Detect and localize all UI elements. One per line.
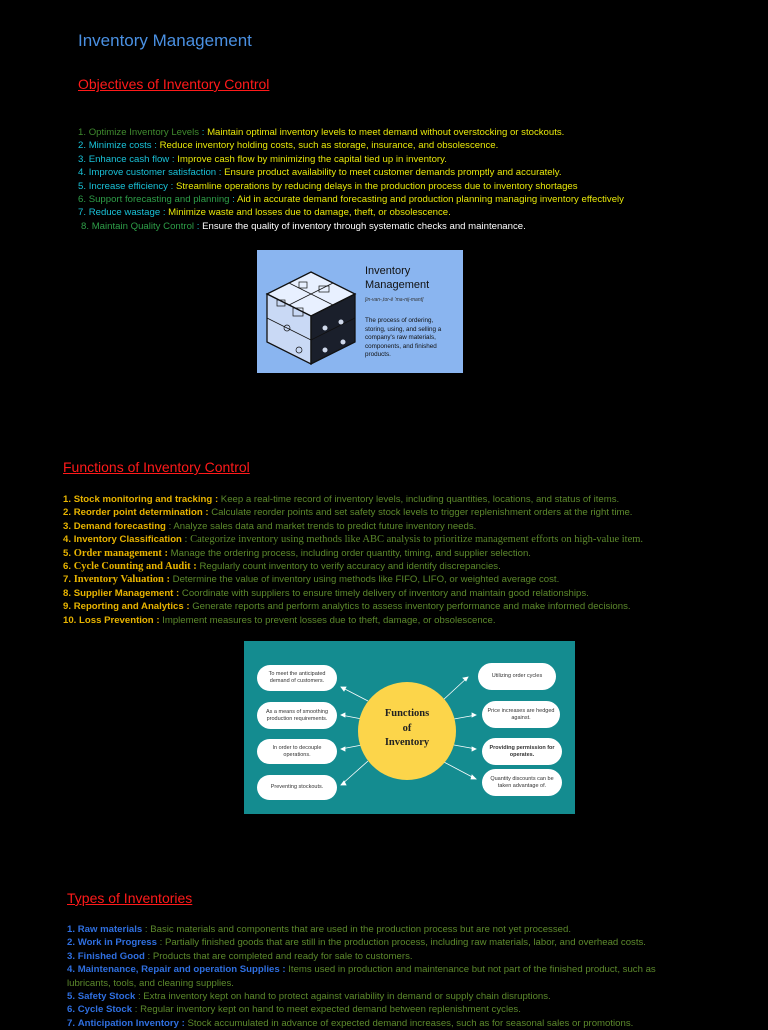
- function-desc: Implement measures to prevent losses due to theft, damage, or obsolescence.: [159, 614, 496, 626]
- right-node-1: Utilizing order cycles: [478, 663, 556, 690]
- objective-term: Optimize Inventory Levels: [88, 127, 200, 138]
- objective-item: [78, 139, 624, 152]
- center-line-1: Functions: [384, 708, 430, 719]
- definition-line: products.: [365, 351, 391, 359]
- type-item: [67, 963, 656, 976]
- type-number: 1.: [67, 924, 76, 935]
- type-desc: : Products that are completed and ready for sale to customers.: [144, 950, 413, 962]
- function-item: [63, 587, 643, 600]
- objective-desc: Streamline operations by reducing delays in the production process due to inventory shortages: [175, 180, 578, 192]
- objective-desc: Aid in accurate demand forecasting and production planning managing inventory effectively: [236, 194, 624, 206]
- type-number: 7.: [67, 1017, 76, 1029]
- function-term: Loss Prevention :: [79, 614, 160, 626]
- page-title: Inventory Management: [78, 31, 252, 50]
- type-number: 4.: [67, 964, 76, 976]
- objective-number: 5.: [78, 180, 87, 192]
- objective-term: Maintain Quality Control: [91, 220, 195, 232]
- definition-line: The process of ordering,: [365, 317, 434, 324]
- center-line-2: of: [402, 722, 412, 734]
- objective-desc: Ensure the quality of inventory through systematic checks and maintenance.: [202, 220, 526, 232]
- objective-separator: :: [151, 140, 160, 152]
- objective-separator: :: [167, 180, 176, 192]
- objective-desc: Maintain optimal inventory levels to meet demand without overstocking or stockouts.: [207, 127, 565, 138]
- type-desc: : Partially finished goods that are still in the production process, including raw materials, labor, and overhead costs.: [156, 937, 646, 949]
- type-number: 5.: [67, 991, 76, 1003]
- type-desc: : Extra inventory kept on hand to protect against variability in demand or supply chain disruptions.: [135, 991, 551, 1003]
- type-number: 6.: [67, 1004, 76, 1016]
- type-term: Work in Progress: [77, 937, 157, 949]
- objective-desc: Minimize waste and losses due to damage, theft, or obsolescence.: [168, 207, 451, 219]
- function-desc: : Categorize inventory using methods like ABC analysis to prioritize management efforts on high-value item.: [181, 534, 644, 546]
- objective-number: 7.: [78, 207, 87, 219]
- function-number: 9.: [63, 601, 72, 613]
- card-title-line1: Inventory: [365, 265, 411, 277]
- objective-desc: Improve cash flow by minimizing the capital tied up in inventory.: [177, 153, 447, 165]
- type-item: [67, 950, 656, 963]
- objective-separator: :: [229, 194, 237, 206]
- function-desc: Generate reports and perform analytics to assess inventory performance and make informed decisions.: [189, 601, 631, 613]
- objective-term: Improve customer satisfaction: [88, 167, 217, 179]
- objective-separator: :: [160, 207, 169, 219]
- functions-of-inventory-diagram: [244, 641, 575, 814]
- function-term: Reorder point determination :: [73, 507, 209, 519]
- left-node-3: In order to decouple operations.: [257, 739, 337, 764]
- type-item: [67, 936, 656, 949]
- function-desc: Calculate reorder points and set safety stock levels to trigger replenishment orders at the right time.: [208, 507, 633, 519]
- types-list: [67, 923, 656, 1030]
- function-item: [63, 614, 643, 627]
- card-title-line2: Management: [365, 279, 430, 291]
- objective-separator: :: [199, 127, 208, 138]
- objective-number: 3.: [78, 153, 87, 165]
- left-node-2: As a means of smoothing production requirements.: [257, 702, 337, 729]
- function-desc: Coordinate with suppliers to ensure timely delivery of inventory and maintain good relationships.: [179, 587, 589, 599]
- function-item: [63, 600, 643, 613]
- function-number: 10.: [63, 614, 77, 626]
- objective-separator: :: [216, 167, 225, 179]
- type-term: Cycle Stock: [77, 1004, 133, 1016]
- objective-number: 1.: [78, 127, 87, 138]
- type-item: [67, 923, 656, 936]
- objective-item: [78, 206, 624, 219]
- definition-line: storing, using, and selling a: [365, 325, 442, 333]
- objective-term: Reduce wastage: [88, 207, 161, 219]
- type-number: 2.: [67, 937, 76, 949]
- left-node-1: To meet the anticipated demand of customers.: [257, 665, 337, 691]
- function-item: [63, 506, 643, 519]
- function-number: 7.: [63, 574, 72, 586]
- function-desc: Determine the value of inventory using methods like FIFO, LIFO, or weighted average cost.: [169, 574, 560, 586]
- objective-number: 8.: [81, 220, 90, 232]
- objective-separator: :: [169, 153, 178, 165]
- types-heading: Types of Inventories: [67, 890, 193, 906]
- objective-item: [78, 180, 624, 193]
- objective-number: 6.: [78, 194, 87, 206]
- objective-desc: Reduce inventory holding costs, such as storage, insurance, and obsolescence.: [159, 140, 499, 152]
- left-node-4: Preventing stockouts.: [257, 775, 337, 800]
- function-number: 1.: [63, 494, 72, 505]
- objectives-heading: Objectives of Inventory Control: [78, 76, 270, 92]
- card-definition: [365, 317, 441, 360]
- function-desc: Keep a real-time record of inventory levels, including quantities, locations, and status of items.: [218, 494, 620, 505]
- type-term: Anticipation Inventory :: [77, 1017, 185, 1029]
- objective-item: [78, 193, 624, 206]
- function-term: Supplier Management :: [73, 587, 180, 599]
- type-desc: : Basic materials and components that are used in the production process but are not yet processed.: [142, 924, 571, 935]
- function-number: 4.: [63, 534, 72, 546]
- type-desc: lubricants, tools, and cleaning supplies.: [67, 977, 234, 989]
- center-line-3: Inventory: [384, 737, 430, 748]
- type-term: Maintenance, Repair and operation Supplies :: [77, 964, 286, 976]
- objective-number: 2.: [78, 140, 87, 152]
- objective-item: [81, 220, 624, 233]
- objective-desc: Ensure product availability to meet customer demands promptly and accurately.: [224, 167, 562, 179]
- definition-line: components, and finished: [365, 342, 437, 350]
- type-term: Safety Stock: [77, 991, 136, 1003]
- card-pronunciation: [in-van-,tor-ē 'ma-nij-mant]: [365, 297, 424, 303]
- objective-term: Support forecasting and planning: [88, 194, 230, 206]
- objectives-list: [78, 126, 624, 233]
- type-item: [67, 1017, 656, 1030]
- function-term: Demand forecasting: [73, 520, 166, 532]
- inventory-management-card: [257, 250, 463, 373]
- diagram-center-label: [358, 707, 456, 751]
- function-desc: Manage the ordering process, including order quantity, timing, and supplier selection.: [167, 547, 531, 559]
- objective-term: Increase efficiency: [88, 180, 168, 192]
- type-desc: Items used in production and maintenance but not part of the finished product, such as: [285, 964, 656, 976]
- function-item: [63, 573, 643, 586]
- right-node-4: Quantity discounts can be taken advantage of.: [482, 769, 562, 796]
- functions-heading: Functions of Inventory Control: [63, 459, 250, 475]
- function-number: 8.: [63, 587, 72, 599]
- function-desc: : Analyze sales data and market trends to predict future inventory needs.: [165, 520, 477, 532]
- function-item: [63, 520, 643, 533]
- function-desc: Regularly count inventory to verify accuracy and identify discrepancies.: [196, 561, 501, 573]
- function-term: Reporting and Analytics :: [73, 601, 190, 613]
- function-item: [63, 560, 643, 573]
- function-number: 2.: [63, 507, 72, 519]
- function-term: Order management :: [73, 547, 168, 559]
- functions-list: [63, 493, 643, 627]
- right-node-2: Price increases are hedged against.: [482, 701, 560, 728]
- card-title: [365, 264, 429, 292]
- objective-number: 4.: [78, 167, 87, 179]
- function-number: 6.: [63, 561, 72, 573]
- objective-term: Enhance cash flow: [88, 153, 170, 165]
- objective-separator: :: [194, 220, 203, 232]
- inventory-cube-illustration-icon: [263, 268, 359, 368]
- definition-line: company's raw materials,: [365, 334, 436, 342]
- type-desc: : Regular inventory kept on hand to meet expected demand between replenishment cycles.: [132, 1004, 521, 1016]
- function-term: Cycle Counting and Audit :: [73, 561, 197, 573]
- objective-term: Minimize costs: [88, 140, 152, 152]
- function-item: [63, 533, 643, 546]
- type-item: [67, 990, 656, 1003]
- objective-item: [78, 126, 624, 139]
- type-desc: Stock accumulated in advance of expected demand increases, such as for seasonal sales or promotions.: [184, 1017, 634, 1029]
- type-term: Finished Good: [77, 950, 145, 962]
- function-item: [63, 493, 643, 506]
- function-term: Inventory Classification: [73, 534, 182, 546]
- type-term: Raw materials: [77, 924, 143, 935]
- function-item: [63, 547, 643, 560]
- objective-item: [78, 153, 624, 166]
- function-term: Inventory Valuation :: [73, 574, 170, 586]
- function-number: 3.: [63, 520, 72, 532]
- type-item: [67, 1003, 656, 1016]
- type-number: 3.: [67, 950, 76, 962]
- function-number: 5.: [63, 547, 72, 559]
- function-term: Stock monitoring and tracking :: [73, 494, 219, 505]
- right-node-3: Providing permission for operates.: [482, 738, 562, 765]
- type-item: [67, 977, 656, 990]
- objective-item: [78, 166, 624, 179]
